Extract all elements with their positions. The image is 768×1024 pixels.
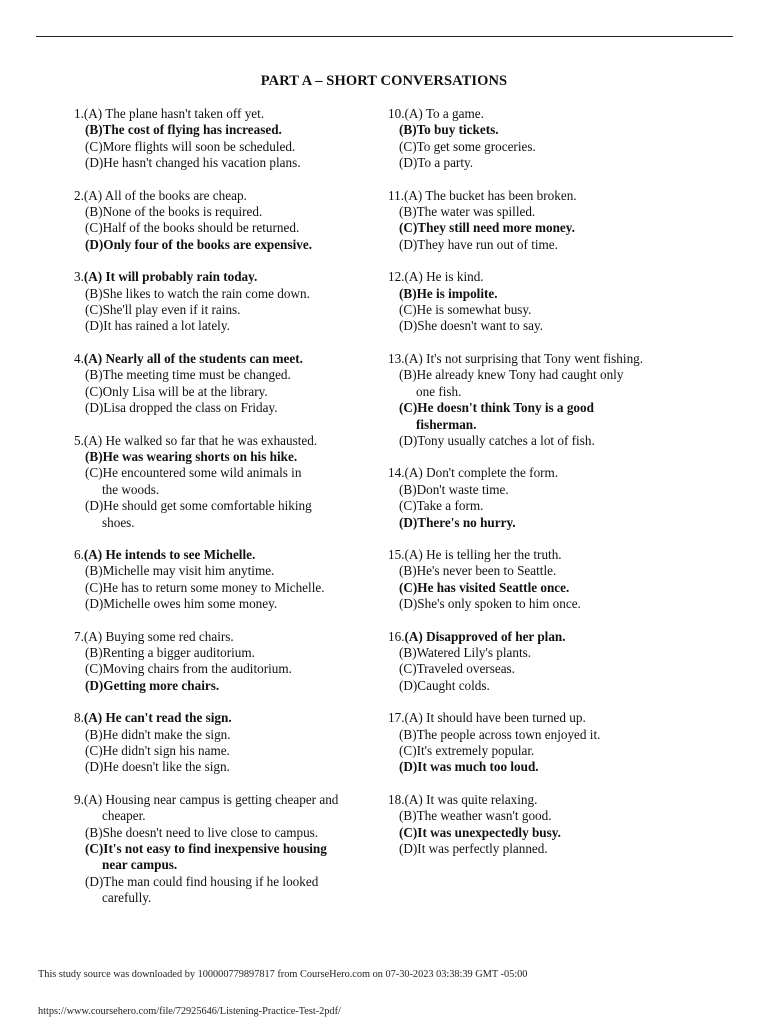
answer-option	[388, 220, 688, 236]
question-number: 5.	[74, 432, 84, 448]
question-number: 11.	[388, 187, 404, 203]
question-item	[74, 547, 374, 613]
answer-option	[388, 237, 688, 253]
option-text: (B)None of the books is required.	[85, 204, 263, 220]
option-text: (D)They have run out of time.	[399, 236, 558, 252]
option-text: (A) Buying some red chairs.	[83, 628, 234, 644]
answer-option	[388, 482, 688, 498]
answer-option	[388, 433, 688, 449]
option-text: (B)Watered Lily's plants.	[399, 644, 532, 660]
answer-option	[74, 433, 374, 449]
option-text: (C)Traveled overseas.	[399, 661, 515, 677]
option-text: (B)Michelle may visit him anytime.	[85, 563, 275, 579]
question-item	[388, 547, 688, 613]
answer-option	[388, 841, 688, 857]
question-item	[388, 351, 688, 449]
option-text: (D)Caught colds.	[399, 677, 490, 693]
correct-answer-text: (B)To buy tickets.	[399, 122, 499, 138]
option-text: (D)Michelle owes him some money.	[85, 596, 278, 612]
answer-option	[74, 155, 374, 171]
option-text: (C)He has to return some money to Michelle.	[85, 579, 325, 595]
option-continuation: the woods.	[102, 481, 160, 497]
answer-option	[388, 139, 688, 155]
option-text: (C)He didn't sign his name.	[85, 743, 230, 758]
download-notice: This study source was downloaded by 100000779897817 from CourseHero.com on 07-30-2023 03:38:39 GMT -05:00	[38, 969, 528, 980]
page-title: PART A – SHORT CONVERSATIONS	[260, 73, 508, 89]
option-text: (A) All of the books are cheap.	[83, 187, 247, 203]
answer-option	[388, 808, 688, 824]
question-number: 2.	[74, 187, 84, 203]
option-text: (B)She likes to watch the rain come down.	[85, 285, 310, 301]
correct-answer-text: (A) Nearly all of the students can meet.	[83, 350, 303, 366]
option-text: (A) He is kind.	[404, 269, 484, 285]
option-text: (C)More flights will soon be scheduled.	[85, 138, 296, 154]
option-text: (C)Only Lisa will be at the library.	[85, 383, 268, 399]
answer-option	[74, 825, 374, 841]
option-text: (D)He hasn't changed his vacation plans.	[85, 155, 301, 171]
option-continuation: cheaper.	[102, 808, 146, 824]
answer-option	[388, 318, 688, 334]
answer-option	[74, 318, 374, 334]
answer-option	[388, 759, 688, 775]
question-item	[74, 433, 374, 531]
option-text: (C)To get some groceries.	[399, 138, 536, 154]
correct-answer-text: (D)Only four of the books are expensive.	[85, 236, 312, 252]
answer-option	[74, 759, 374, 775]
question-item	[74, 629, 374, 695]
answer-option	[74, 678, 374, 694]
question-item	[74, 351, 374, 417]
option-text: (B)The people across town enjoyed it.	[399, 726, 601, 742]
answer-option	[74, 874, 374, 890]
correct-answer-text: (C)It's not easy to find inexpensive housing	[85, 841, 327, 857]
answer-option	[388, 580, 688, 596]
option-text: (D)Tony usually catches a lot of fish.	[399, 432, 595, 448]
correct-answer-text: (C)They still need more money.	[399, 220, 575, 236]
answer-option	[74, 580, 374, 596]
question-item	[74, 269, 374, 335]
answer-option	[388, 563, 688, 579]
option-text: (C)Take a form.	[399, 498, 484, 514]
answer-option	[388, 155, 688, 171]
answer-option	[74, 400, 374, 416]
answer-option	[388, 743, 688, 759]
option-text: (D)Lisa dropped the class on Friday.	[85, 400, 278, 416]
option-text: (B)He already knew Tony had caught only	[399, 367, 624, 383]
left-question-column	[74, 106, 374, 923]
option-text: (D)The man could find housing if he looked	[85, 873, 319, 889]
answer-option	[388, 515, 688, 531]
question-number: 10.	[388, 106, 405, 121]
question-number: 13.	[388, 350, 405, 366]
answer-option	[74, 465, 374, 481]
answer-option	[388, 661, 688, 677]
question-item	[388, 269, 688, 335]
answer-option	[74, 661, 374, 677]
answer-option	[388, 710, 688, 726]
option-text: (A) To a game.	[404, 106, 484, 121]
answer-option	[74, 449, 374, 465]
option-text: (C)Moving chairs from the auditorium.	[85, 661, 292, 677]
option-text: (B)The water was spilled.	[399, 204, 536, 220]
answer-option	[388, 367, 688, 383]
option-text: (D)It was perfectly planned.	[399, 841, 548, 857]
answer-option	[74, 106, 374, 122]
option-text: (A) The plane hasn't taken off yet.	[83, 106, 265, 121]
question-item	[388, 465, 688, 531]
option-text: (B)He's never been to Seattle.	[399, 563, 557, 579]
answer-option	[388, 825, 688, 841]
answer-option	[74, 743, 374, 759]
option-text: (B)He didn't make the sign.	[85, 726, 231, 742]
option-text: (D)She doesn't want to say.	[399, 318, 543, 334]
option-text: (D)He should get some comfortable hiking	[85, 498, 312, 514]
option-text: (C)She'll play even if it rains.	[85, 302, 241, 318]
correct-answer-text: (A) He can't read the sign.	[83, 710, 232, 726]
answer-option	[74, 498, 374, 514]
top-rule	[36, 36, 733, 37]
answer-option	[74, 645, 374, 661]
answer-option	[388, 645, 688, 661]
option-text: (A) It was quite relaxing.	[404, 791, 538, 807]
correct-answer-text: (D)There's no hurry.	[399, 514, 516, 530]
option-text: (D)To a party.	[399, 155, 474, 171]
correct-answer-text: (A) Disapproved of her plan.	[404, 628, 566, 644]
correct-answer-text: (D)It was much too loud.	[399, 759, 539, 775]
question-item	[74, 792, 374, 907]
answer-option	[388, 596, 688, 612]
answer-option	[388, 269, 688, 285]
answer-option	[388, 678, 688, 694]
option-text: (C)He is somewhat busy.	[399, 302, 532, 318]
answer-option	[74, 563, 374, 579]
answer-option	[74, 139, 374, 155]
option-text: (B)The weather wasn't good.	[399, 808, 552, 824]
answer-option	[388, 351, 688, 367]
option-continuation: near campus.	[102, 857, 178, 873]
question-number: 4.	[74, 350, 84, 366]
source-url: https://www.coursehero.com/file/72925646/Listening-Practice-Test-2pdf/	[38, 1006, 341, 1017]
question-item	[74, 106, 374, 172]
option-text: (A) It's not surprising that Tony went fishing.	[404, 350, 644, 366]
question-item	[388, 188, 688, 254]
question-number: 17.	[388, 710, 405, 726]
question-number: 1.	[74, 106, 84, 121]
question-item	[388, 106, 688, 172]
option-text: (D)She's only spoken to him once.	[399, 596, 581, 612]
option-text: (A) Housing near campus is getting cheaper and	[83, 791, 339, 807]
answer-option	[74, 269, 374, 285]
answer-option	[74, 220, 374, 236]
answer-option	[388, 629, 688, 645]
option-text: (B)She doesn't need to live close to campus.	[85, 824, 319, 840]
option-continuation: carefully.	[102, 890, 152, 906]
answer-option	[388, 727, 688, 743]
question-item	[74, 188, 374, 254]
correct-answer-text: (A) He intends to see Michelle.	[83, 546, 256, 562]
question-number: 8.	[74, 710, 84, 726]
option-text: (A) The bucket has been broken.	[404, 187, 577, 203]
option-text: (B)Renting a bigger auditorium.	[85, 644, 255, 660]
answer-option	[74, 596, 374, 612]
answer-option	[74, 792, 374, 808]
option-text: (B)The meeting time must be changed.	[85, 367, 291, 383]
answer-option	[74, 204, 374, 220]
answer-option	[388, 286, 688, 302]
answer-option	[74, 384, 374, 400]
correct-answer-text: (C)He doesn't think Tony is a good	[399, 400, 594, 416]
question-item	[388, 629, 688, 695]
question-number: 9.	[74, 791, 84, 807]
answer-option	[388, 465, 688, 481]
answer-option	[74, 351, 374, 367]
answer-option	[388, 204, 688, 220]
answer-option	[74, 710, 374, 726]
question-number: 16.	[388, 628, 405, 644]
option-continuation: shoes.	[102, 514, 135, 530]
right-question-column	[388, 106, 688, 873]
option-text: (A) He is telling her the truth.	[404, 546, 562, 562]
option-text: (C)Half of the books should be returned.	[85, 220, 300, 236]
option-text: (A) He walked so far that he was exhausted.	[83, 432, 318, 448]
answer-option	[388, 188, 688, 204]
option-text: (C)He encountered some wild animals in	[85, 465, 302, 481]
option-text: (C)It's extremely popular.	[399, 743, 535, 758]
answer-option	[74, 727, 374, 743]
option-continuation: fisherman.	[416, 416, 477, 432]
answer-option	[74, 547, 374, 563]
question-number: 6.	[74, 546, 84, 562]
answer-option	[388, 400, 688, 416]
question-number: 14.	[388, 465, 405, 481]
answer-option	[388, 106, 688, 122]
correct-answer-text: (B)He is impolite.	[399, 285, 498, 301]
answer-option	[74, 629, 374, 645]
option-continuation: one fish.	[416, 383, 462, 399]
question-item	[388, 792, 688, 858]
answer-option	[388, 122, 688, 138]
correct-answer-text: (B)He was wearing shorts on his hike.	[85, 448, 298, 464]
question-number: 3.	[74, 269, 84, 285]
option-text: (B)Don't waste time.	[399, 481, 509, 497]
answer-option	[74, 841, 374, 857]
correct-answer-text: (B)The cost of flying has increased.	[85, 122, 282, 138]
question-number: 7.	[74, 628, 84, 644]
option-text: (D)He doesn't like the sign.	[85, 759, 230, 775]
answer-option	[388, 498, 688, 514]
question-number: 12.	[388, 269, 405, 285]
answer-option	[74, 302, 374, 318]
question-number: 18.	[388, 791, 405, 807]
answer-option	[74, 237, 374, 253]
correct-answer-text: (C)It was unexpectedly busy.	[399, 824, 561, 840]
correct-answer-text: (C)He has visited Seattle once.	[399, 579, 570, 595]
option-text: (D)It has rained a lot lately.	[85, 318, 230, 334]
correct-answer-text: (D)Getting more chairs.	[85, 677, 220, 693]
answer-option	[388, 792, 688, 808]
question-number: 15.	[388, 546, 405, 562]
option-text: (A) Don't complete the form.	[404, 465, 559, 481]
answer-option	[74, 122, 374, 138]
answer-option	[74, 286, 374, 302]
answer-option	[74, 188, 374, 204]
option-text: (A) It should have been turned up.	[404, 710, 586, 726]
question-item	[388, 710, 688, 776]
answer-option	[388, 547, 688, 563]
answer-option	[388, 302, 688, 318]
answer-option	[74, 367, 374, 383]
correct-answer-text: (A) It will probably rain today.	[83, 269, 258, 285]
question-item	[74, 710, 374, 776]
